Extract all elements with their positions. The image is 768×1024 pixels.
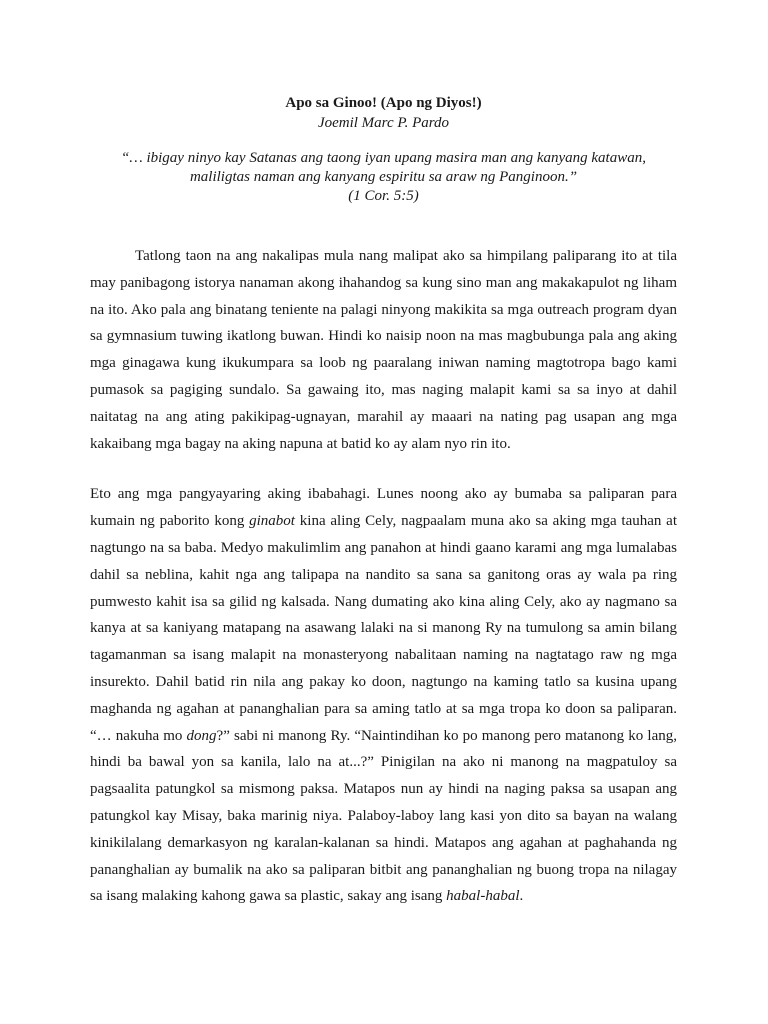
document-title: Apo sa Ginoo! (Apo ng Diyos!) xyxy=(285,95,482,111)
document-author: Joemil Marc P. Pardo xyxy=(317,115,450,131)
paragraph-2-text-1: Eto ang mga pangyayaring aking ibabahagi. Lunes noong ako ay bumaba sa paliparan para kumain ng paborito kong xyxy=(90,486,677,530)
body-paragraph-2 xyxy=(90,481,677,910)
paragraph-2-italic-habal-habal: habal-habal xyxy=(446,888,520,905)
epigraph-citation: (1 Cor. 5:5) xyxy=(348,188,419,204)
epigraph-quote: “… ibigay ninyo kay Satanas ang taong iyan upang masira man ang kanyang katawan, maliligtas naman ang kanyang espiritu sa araw ng Panginoon.” xyxy=(121,150,646,185)
document-page xyxy=(90,93,677,910)
body-paragraph-1: Tatlong taon na ang nakalipas mula nang malipat ako sa himpilang paliparang ito at tila may panibagong istorya nanaman akong ihahandog sa kung sino man ang makakapulot ng liham na ito. Ako pala ang binatang teniente na palagi ninyong makikita sa mga outreach program dyan sa gymnasium tuwing ikatlong buwan. Hindi ko naisip noon na mas magbubunga pala ang aking mga ginagawa kung ikukumpara sa loob ng paaralang iniwan naming magtotropa bago kami pumasok sa pagiging sundalo. Sa gawaing ito, mas naging malapit kami sa sa inyo at dahil naitatag na ang ating pakikipag-ugnayan, marahil ay maaari na nating pag usapan ang mga kakaibang mga bagay na aking napuna at batid ko ay alam nyo rin ito. xyxy=(90,248,677,452)
paragraph-2-italic-dong: dong xyxy=(186,727,217,744)
paragraph-2-text-3: ?” sabi ni manong Ry. “Naintindihan ko po manong pero matanong ko lang, hindi ba bawal yon sa kanila, lalo na at...?” Pinigilan na ako ni manong na magpatuloy sa pagsaalita patungkol sa mismong paksa. Matapos nun ay hindi na naging paksa sa usapan ang patungkol kay Misay, baka marinig niya. Palaboy-laboy lang kasi yon dito sa bayan na walang kinikilalang demarkasyon ng karalan-kalanan sa hindi. Matapos ang agahan at paghahanda ng pananghalian ay bumalik na ako sa paliparan bitbit ang pananghalian ng buong tropa na nilagay sa isang malaking kahong gawa sa plastic, sakay ang isang xyxy=(90,727,677,905)
paragraph-2-text-2: kina aling Cely, nagpaalam muna ako sa aking mga tauhan at nagtungo na sa baba. Medyo makulimlim ang panahon at hindi gaano karami ang mga lumalabas dahil sa neblina, kahit nga ang talipapa na nandito sa sana sa ganitong oras ay wala pa ring pumwesto kahit isa sa gilid ng kalsada. Nang dumating ako kina aling Cely, ako ay nagmano sa kanya at sa kaniyang matapang na asawang lalaki na si manong Ry na tumulong sa amin bilang tagamanman sa isang malapit na monasteryong nabalitaan naming na nagtatago raw ng mga insurekto. Dahil batid rin nila ang pakay ko doon, nagtungo na kaming tatlo sa kusina upang maghanda ng agahan at pananghalian para sa aming tatlo at sa mga tropa ko doon sa paliparan. “… nakuha mo xyxy=(90,513,677,744)
paragraph-2-italic-ginabot: ginabot xyxy=(249,513,295,530)
paragraph-2-text-4: . xyxy=(519,888,524,905)
